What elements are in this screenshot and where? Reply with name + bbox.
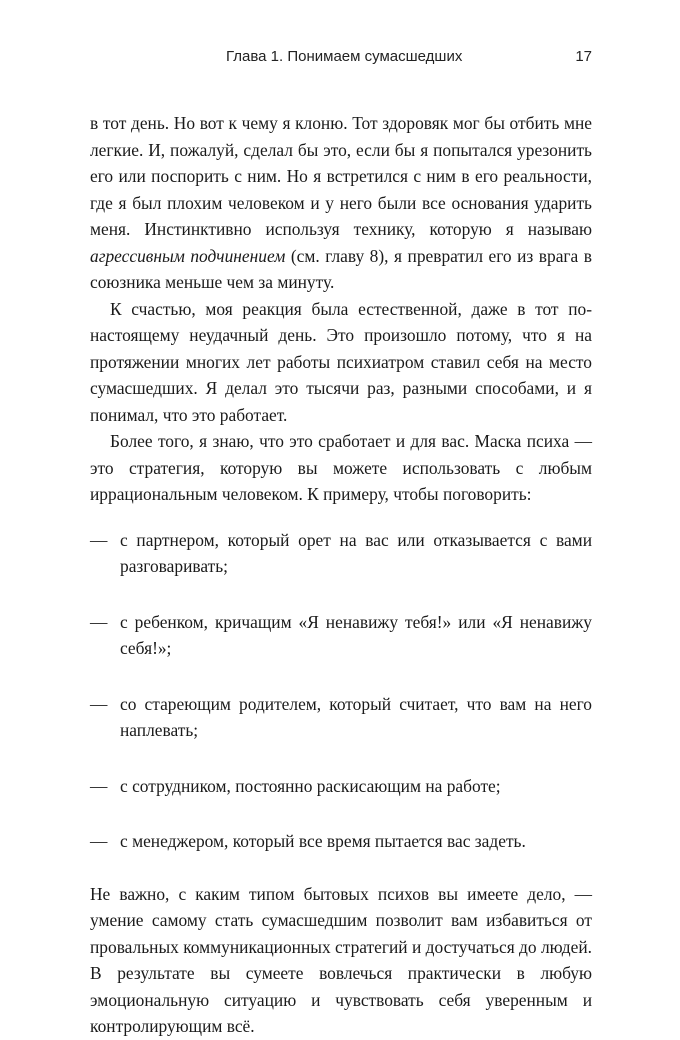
list-dash: — (90, 529, 108, 550)
list-item-text: со стареющим родителем, который считает, что вам на него наплевать; (120, 693, 592, 740)
list-dash: — (90, 831, 108, 851)
chapter-title: Глава 1. Понимаем сумасшедших (226, 48, 463, 65)
paragraph-1-emphasis: агрессивным подчинением (90, 245, 286, 266)
dash-list (90, 527, 592, 855)
list-dash: — (90, 611, 108, 632)
list-item-text: с сотрудником, постоянно раскисающим на работе; (120, 775, 501, 796)
page-number: 17 (575, 48, 592, 65)
paragraph-1-text-end: (см. главу 8), я превратил его из врага в союзника меньше чем за минуту. (90, 245, 592, 292)
paragraph-1 (90, 110, 592, 296)
paragraph-1-text-start: в тот день. Но вот к чему я клоню. Тот здоровяк мог бы отбить мне легкие. И, пожалуй, сделал бы это, если бы я попытался урезонить его или поспорить с ним. Но я встретился с ним в его реальности, где я был плохим человеком и у него были все основания ударить меня. Инстинктивно используя технику, которую я называю (90, 113, 592, 239)
list-item (90, 691, 592, 744)
list-item (90, 828, 592, 855)
paragraph-4: Не важно, с каким типом бытовых психов вы имеете дело, — умение самому стать сумасшедшим позволит вам избавиться от провальных коммуникационных стратегий и достучаться до людей. В результате вы сумеете вовлечься практически в любую эмоциональную ситуацию и чувствовать себя уверенным и контролирующим всё. (90, 883, 592, 1036)
list-dash: — (90, 693, 108, 714)
list-item (90, 773, 592, 800)
list-item-text: с партнером, который орет на вас или отказывается с вами разговаривать; (120, 529, 592, 576)
running-header (90, 48, 592, 70)
list-item (90, 527, 592, 580)
paragraph-3: Более того, я знаю, что это сработает и для вас. Маска психа — это стратегия, которую вы можете использовать с любым иррациональным человеком. К примеру, чтобы поговорить: (90, 431, 592, 504)
list-item (90, 609, 592, 662)
body-text (90, 110, 592, 1040)
list-item-text: с ребенком, кричащим «Я ненавижу тебя!» или «Я ненавижу себя!»; (120, 611, 592, 658)
paragraph-2: К счастью, моя реакция была естественной, даже в тот по-настоящему неудачный день. Это произошло потому, что я на протяжении многих лет работы психиатром ставил себя на место сумасшедших. Я делал это тысячи раз, разными способами, и я понимал, что это работает. (90, 298, 592, 425)
list-dash: — (90, 775, 108, 796)
list-item-text: с менеджером, который все время пытается вас задеть. (120, 831, 526, 851)
